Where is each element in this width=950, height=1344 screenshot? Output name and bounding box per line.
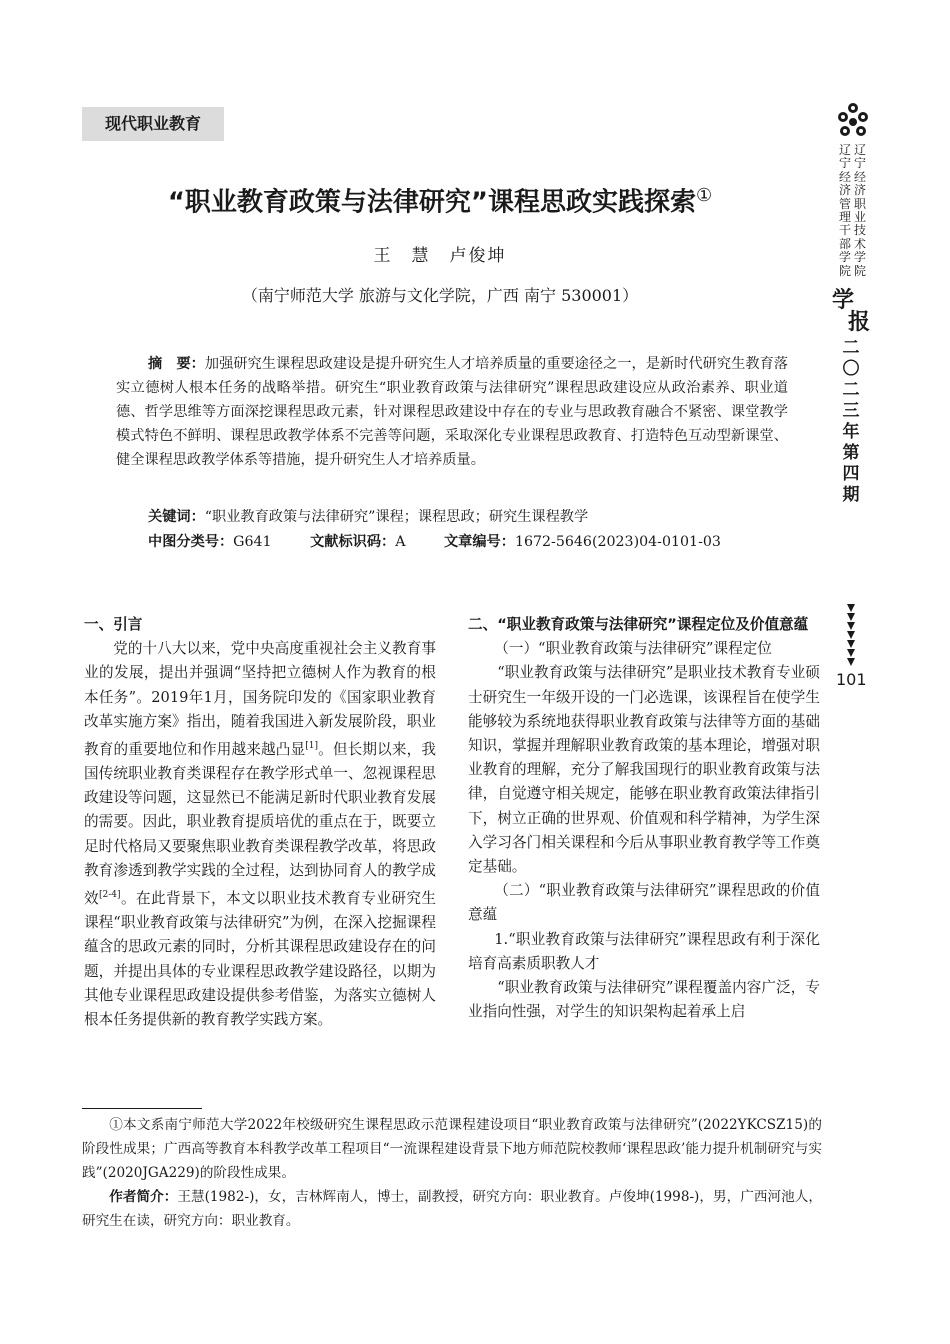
section-heading-intro: 一、引言 bbox=[84, 616, 143, 633]
value-point-1: 1.“职业教育政策与法律研究”课程思政有利于深化培育高素质职教人才 bbox=[468, 930, 820, 972]
page-number: 101 bbox=[836, 670, 867, 689]
clc-value: G641 bbox=[233, 534, 272, 550]
section-tag: 现代职业教育 bbox=[82, 107, 224, 141]
abstract-label: 摘 要： bbox=[148, 356, 205, 372]
article-no-label: 文章编号： bbox=[443, 534, 515, 550]
positioning-paragraph: “职业教育政策与法律研究”是职业技术教育专业硕士研究生一年级开设的一门必选课，该课程旨在使学生能够较为系统地获得职业教育政策与法律等方面的基础知识，掌握并理解职业教育政策的基本理论，增强对职业教育的理解，充分了解我国现行的职业教育政策与法律，自觉遵守相关规定，能够在职业教育政策法律指引下，树立正确的世界观、价值观和科学精神，为学生深入学习各门相关课程和今后从事职业教育教学等工作奠定基础。 bbox=[468, 664, 820, 876]
author-bio-label: 作者简介： bbox=[109, 1189, 178, 1205]
issue-label: 二〇二三年第四期 bbox=[842, 338, 860, 505]
author-bio bbox=[82, 1185, 822, 1233]
subheading-value: （二）“职业教育政策与法律研究”课程思政的价值意蕴 bbox=[468, 882, 820, 924]
intro-text-1: 党的十八大以来，党中央高度重视社会主义教育事业的发展，提出并强调“坚持把立德树人作为教育的根本任务”。2019年1月，国务院印发的《国家职业教育改革实施方案》指出，随着我国进入新发展阶段，职业教育的重要地位和作用越来越凸显 bbox=[84, 640, 436, 758]
journal-name-column-1: 辽宁经济职业技术学院 bbox=[853, 143, 866, 278]
doc-value: A bbox=[395, 534, 406, 550]
section-heading-positioning: 二、“职业教育政策与法律研究”课程定位及价值意蕴 bbox=[468, 616, 809, 633]
classification-line bbox=[148, 530, 798, 554]
keywords-text: “职业教育政策与法律研究”课程；课程思政；研究生课程教学 bbox=[204, 509, 589, 525]
abstract-text: 加强研究生课程思政建设是提升研究生人才培养质量的重要途径之一，是新时代研究生教育落实立德树人根本任务的战略举措。研究生“职业教育政策与法律研究”课程思政建设应从政治素养、职业道德、哲学思维等方面深挖课程思政元素，针对课程思政建设中存在的专业与思政教育融合不紧密、课堂教学模式特色不鲜明、课程思政教学体系不完善等问题，采取深化专业课程思政教育、打造特色互动型新课堂、健全课程思政教学体系等措施，提升研究生人才培养质量。 bbox=[116, 356, 788, 468]
author-bio-text: 王慧(1982-)，女，吉林辉南人，博士，副教授，研究方向：职业教育。卢俊坤(1998-)，男，广西河池人，研究生在读，研究方向：职业教育。 bbox=[82, 1189, 823, 1229]
doc-label: 文献标识码： bbox=[310, 534, 396, 550]
citation-2: [2-4] bbox=[99, 890, 121, 901]
journal-bao-char: 报 bbox=[848, 310, 871, 335]
journal-xue-char: 学 bbox=[832, 288, 855, 313]
funding-note: ①本文系南宁师范大学2022年校级研究生课程思政示范课程建设项目“职业教育政策与法律研究”(2022YKCSZ15)的阶段性成果；广西高等教育本科教学改革工程项目“一流课程建设背景下地方师范院校教师‘课程思政’能力提升机制研究与实践”(2020JGA229)的阶段性成果。 bbox=[82, 1117, 822, 1181]
intro-text-2: 。但长期以来，我国传统职业教育类课程存在教学形式单一、忽视课程思政建设等问题，这显然已不能满足新时代职业教育发展的需要。因此，职业教育提质培优的重点在于，既要立足时代格局又要聚焦职业教育类课程教学改革，将思政教育渗透到教学实践的全过程，达到协同育人的教学成效 bbox=[84, 740, 436, 907]
abstract bbox=[116, 352, 788, 472]
right-column bbox=[468, 613, 820, 1024]
footnote-divider bbox=[82, 1108, 202, 1109]
footnote bbox=[82, 1113, 822, 1233]
left-column bbox=[84, 613, 436, 1032]
keywords-label: 关键词： bbox=[148, 509, 205, 525]
clc-label: 中图分类号： bbox=[148, 534, 234, 550]
title-note-mark: ① bbox=[696, 185, 713, 206]
value-paragraph: “职业教育政策与法律研究”课程覆盖内容广泛，专业指向性强，对学生的知识架构起着承上启 bbox=[468, 979, 820, 1021]
journal-name-column-2: 辽宁经济管理干部学院 bbox=[838, 143, 851, 278]
affiliation: （南宁师范大学 旅游与文化学院，广西 南宁 530001） bbox=[241, 286, 639, 305]
keywords bbox=[148, 505, 798, 529]
page-arrows-icon bbox=[845, 604, 857, 666]
subheading-positioning: （一）“职业教育政策与法律研究”课程定位 bbox=[494, 640, 772, 658]
intro-text-3: 。在此背景下，本文以职业技术教育专业研究生课程“职业教育政策与法律研究”为例，在深入挖掘课程蕴含的思政元素的同时，分析其课程思政建设存在的问题，并提出具体的专业课程思政教学建设路径，以期为其他专业课程思政建设提供参考借鉴，为落实立德树人根本任务提供新的教育教学实践方案。 bbox=[84, 889, 436, 1028]
journal-logo-icon bbox=[836, 102, 870, 142]
intro-paragraph bbox=[84, 637, 436, 1032]
article-title bbox=[60, 172, 820, 227]
article-no-value: 1672-5646(2023)04-0101-03 bbox=[514, 534, 721, 550]
authors: 王 慧 卢俊坤 bbox=[373, 246, 507, 266]
citation-1: [1] bbox=[305, 741, 318, 752]
article-title-text: “职业教育政策与法律研究”课程思政实践探索 bbox=[167, 187, 697, 218]
